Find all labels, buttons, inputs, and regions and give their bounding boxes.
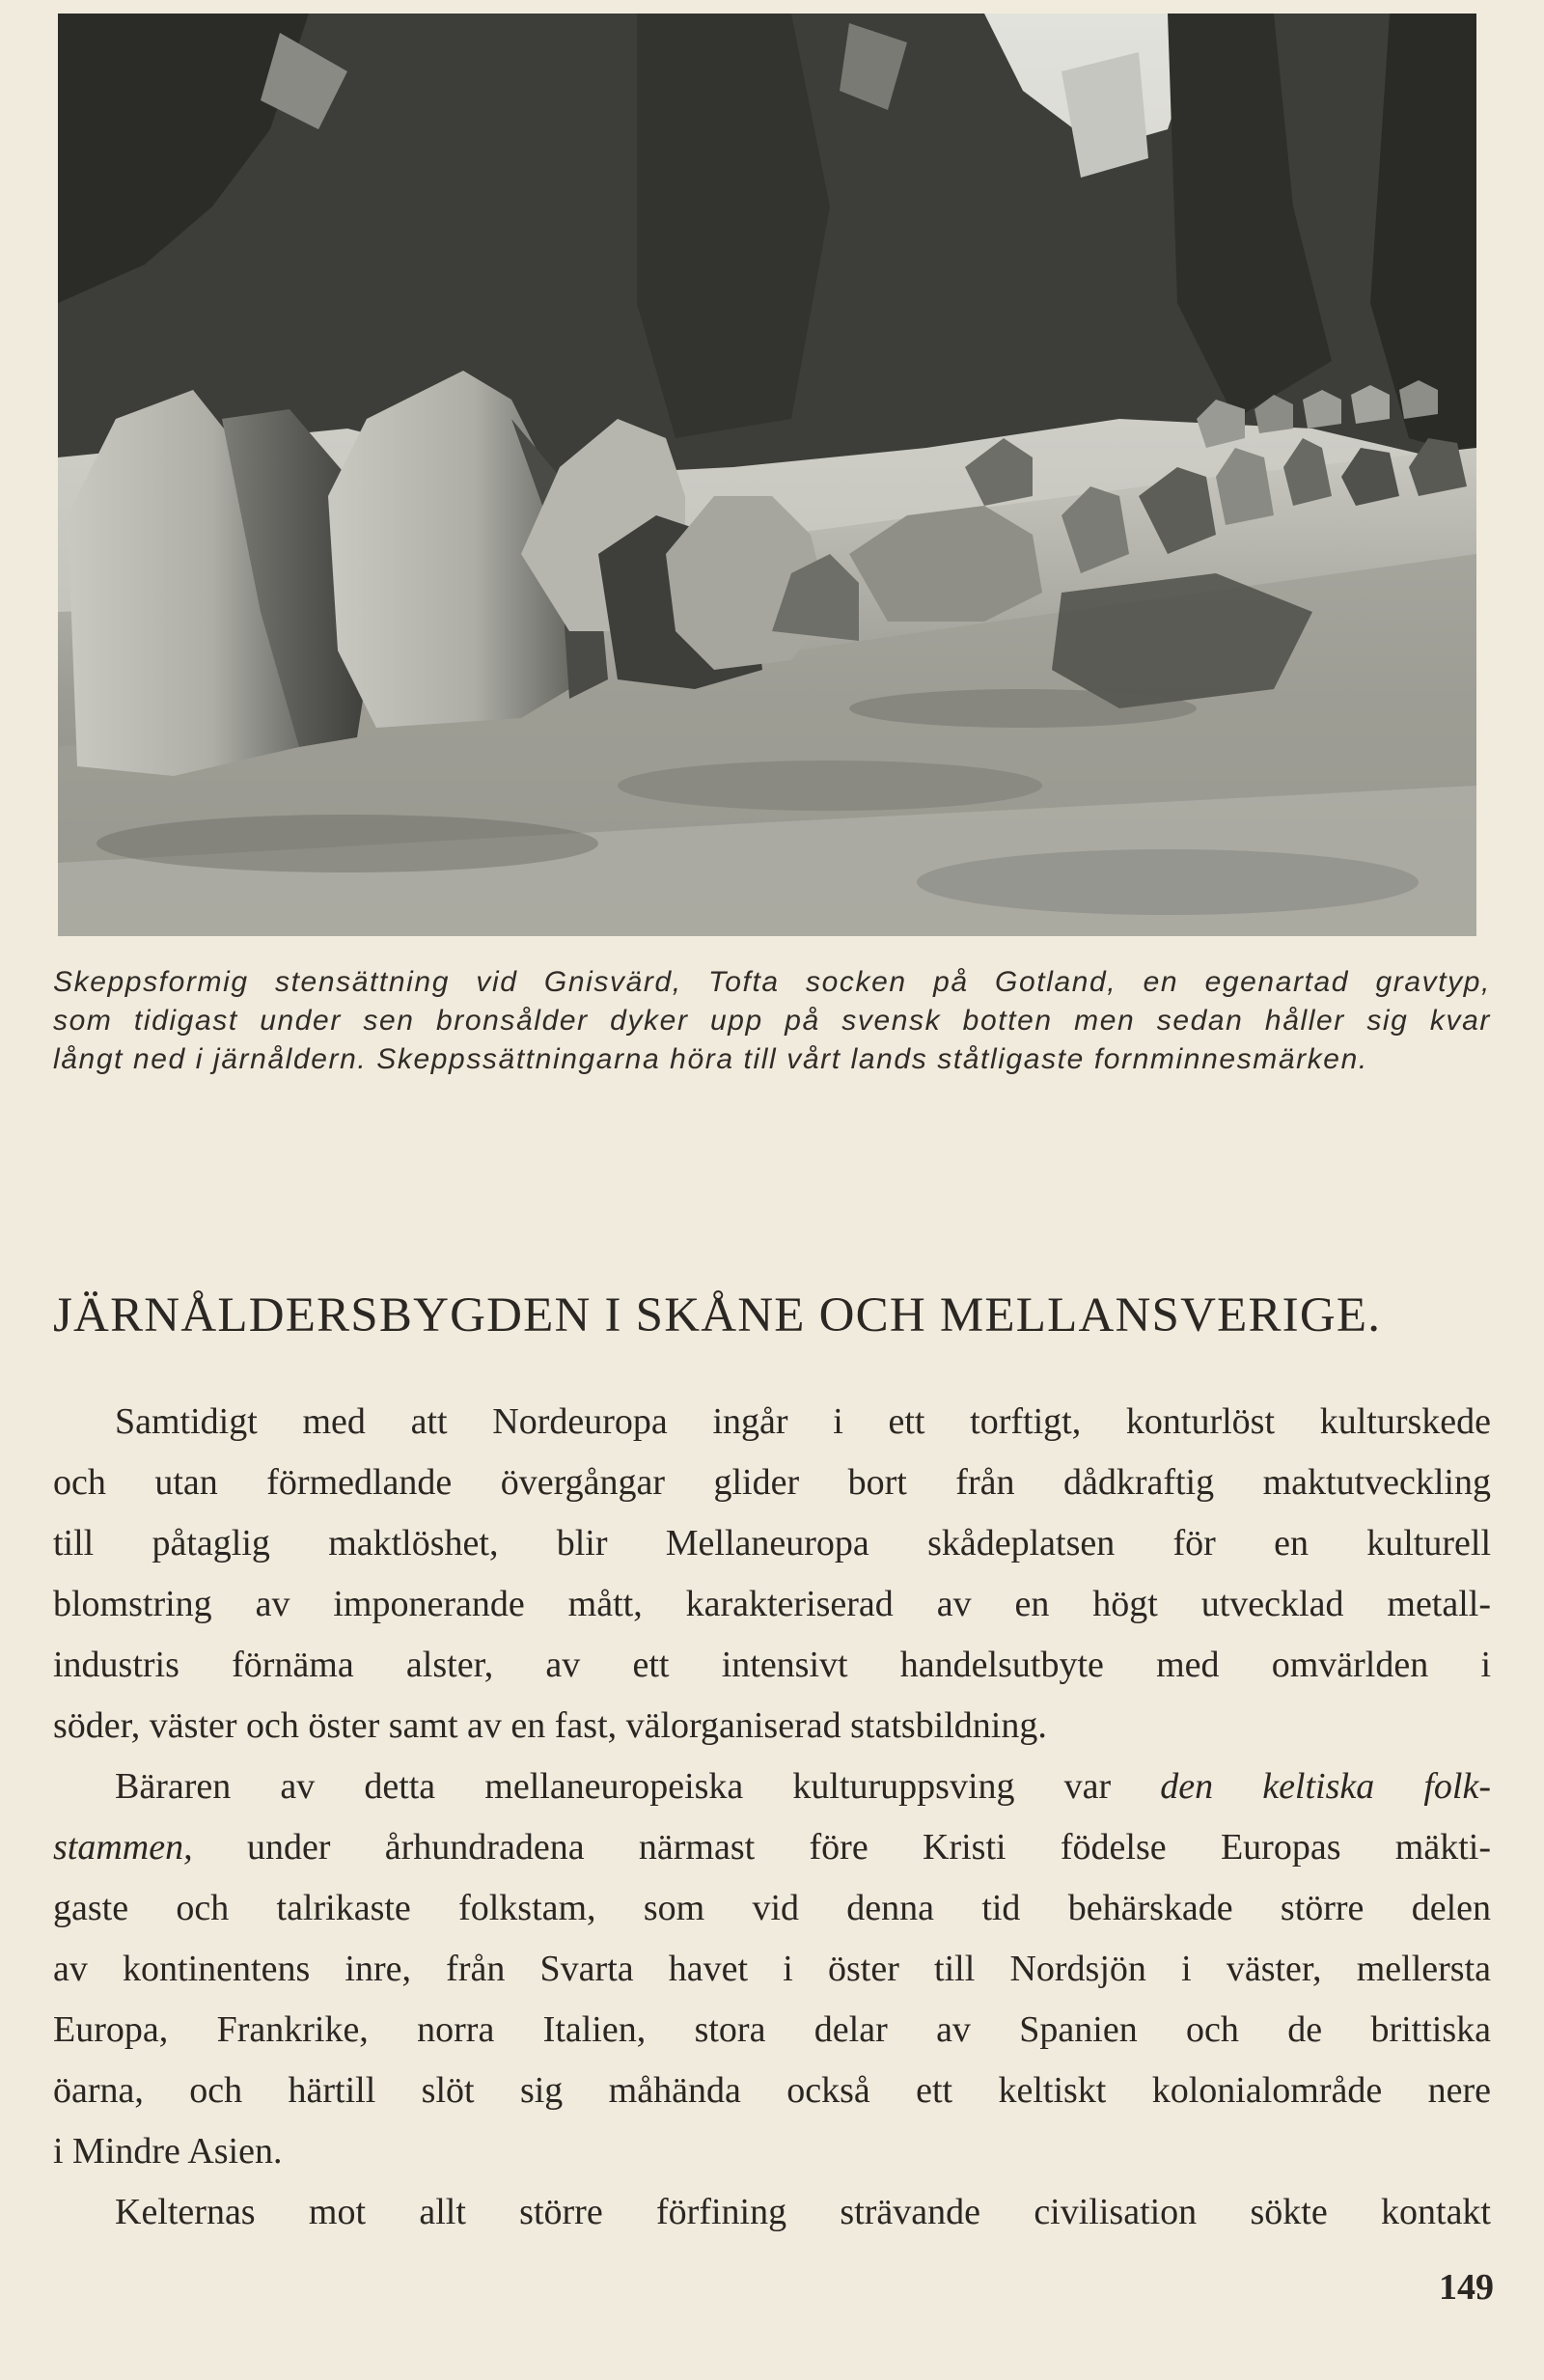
text-line: till påtaglig maktlöshet, blir Mellaneuropa skådeplatsen för en kulturell: [53, 1523, 1491, 1564]
caption-line: Skeppsformig stensättning vid Gnisvärd, Tofta socken på Gotland, en egenartad gravtyp,: [53, 966, 1491, 998]
text-segment: under århundradena närmast före Kristi födelse Europas mäkti-: [192, 1827, 1491, 1868]
text-line: blomstring av imponerande mått, karakteriserad av en högt utvecklad metall-: [53, 1584, 1491, 1624]
body-text: [53, 1392, 1491, 2243]
text-line: söder, väster och öster samt av en fast, välorganiserad statsbildning.: [53, 1705, 1047, 1746]
paragraph-2: [53, 1757, 1491, 2182]
paragraph-3: [53, 2182, 1491, 2243]
text-line: Kelternas mot allt större förfining strävande civilisation sökte kontakt: [115, 2192, 1491, 2232]
text-line: Europa, Frankrike, norra Italien, stora delar av Spanien och de brittiska: [53, 2009, 1491, 2050]
stone-ship-photo-drawing: [58, 14, 1476, 936]
text-segment: Bäraren av detta mellaneuropeiska kulturuppsving var: [115, 1766, 1161, 1807]
emphasis-text: den keltiska folk-: [1160, 1766, 1492, 1807]
text-line: [53, 1817, 1491, 1878]
paragraph-1: [53, 1392, 1491, 1757]
text-line: av kontinentens inre, från Svarta havet i öster till Nordsjön i väster, mellersta: [53, 1949, 1491, 1989]
emphasis-text: stammen,: [53, 1827, 193, 1868]
section-heading: JÄRNÅLDERSBYGDEN I SKÅNE OCH MELLANSVERIGE.: [53, 1288, 1382, 1343]
photo-caption: [53, 963, 1491, 1079]
caption-line: som tidigast under sen bronsålder dyker upp på svensk botten men sedan håller sig kvar: [53, 1005, 1491, 1037]
text-line: och utan förmedlande övergångar glider bort från dådkraftig maktutveckling: [53, 1462, 1491, 1503]
text-line: industris förnäma alster, av ett intensivt handelsutbyte med omvärlden i: [53, 1645, 1491, 1685]
text-line: öarna, och härtill slöt sig måhända också ett keltiskt kolonialområde nere: [53, 2070, 1491, 2111]
page-number: 149: [1439, 2267, 1494, 2308]
text-line: [53, 1757, 1491, 1817]
text-line: i Mindre Asien.: [53, 2131, 283, 2172]
text-line: gaste och talrikaste folkstam, som vid denna tid behärskade större delen: [53, 1888, 1491, 1928]
caption-line: långt ned i järnåldern. Skeppssättningarna höra till vårt lands ståtligaste fornminnesmärken.: [53, 1043, 1368, 1075]
photo-stone-ship-setting: [58, 14, 1476, 936]
text-line: Samtidigt med att Nordeuropa ingår i ett torftigt, konturlöst kulturskede: [115, 1401, 1491, 1442]
